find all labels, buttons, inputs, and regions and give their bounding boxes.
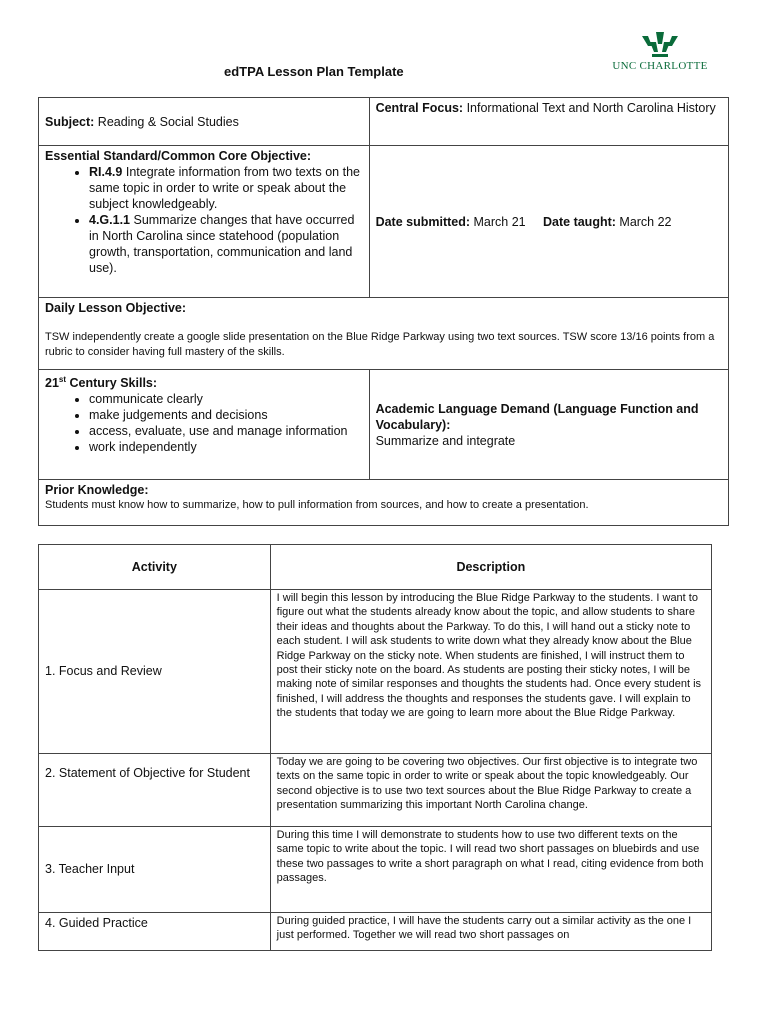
- column-header-activity: Activity: [39, 545, 271, 590]
- academic-language-value: Summarize and integrate: [375, 433, 516, 448]
- activity-description: During this time I will demonstrate to students how to use two different texts on the same topic to write about the topic. I will read two short passages on bluebirds and use these two passages to write a short paragraph on what I read, citing evidence from both passages.: [270, 827, 711, 913]
- subject-cell: [39, 98, 370, 146]
- list-item: • make judgements and decisions: [89, 407, 363, 423]
- standard-text: Integrate information from two texts on the same topic in order to write or speak about the subject knowledgeably.: [89, 165, 360, 211]
- standard-text: Summarize changes that have occurred in North Carolina since statehood (population growth, transportation, communication and land use).: [89, 213, 355, 275]
- list-item: [89, 164, 363, 212]
- skills-cell: [39, 370, 370, 480]
- unc-charlotte-logo: [605, 30, 715, 80]
- prior-knowledge-text: Students must know how to summarize, how to pull information from sources, and how to create a presentation.: [45, 499, 589, 511]
- standards-cell: [39, 146, 370, 298]
- prior-knowledge-cell: [39, 480, 729, 526]
- activity-description: Today we are going to be covering two objectives. Our first objective is to integrate two texts on the same topic in order to write or speak about the topic knowledgeably. Our second objective is to use two text sources about the Blue Ridge Parkway to create a presentation summarizing this important North Carolina change.: [270, 754, 711, 827]
- list-item: • access, evaluate, use and manage information: [89, 423, 363, 439]
- standards-label: Essential Standard/Common Core Objective:: [45, 149, 312, 163]
- list-item: [89, 212, 363, 276]
- daily-objective-label: Daily Lesson Objective:: [45, 301, 187, 315]
- crown-icon: [638, 30, 682, 60]
- standard-code: 4.G.1.1: [89, 213, 130, 227]
- subject-label: Subject:: [45, 114, 95, 129]
- activity-description: During guided practice, I will have the students carry out a similar activity as the one I just performed. Together we will read two short passages on: [270, 913, 711, 951]
- date-submitted-label: Date submitted:: [375, 214, 471, 229]
- lesson-info-table: [38, 97, 729, 526]
- activity-name: 3. Teacher Input: [39, 827, 271, 913]
- column-header-description: Description: [270, 545, 711, 590]
- standard-code: RI.4.9: [89, 165, 123, 179]
- academic-language-label: Academic Language Demand (Language Function and Vocabulary):: [375, 401, 699, 432]
- table-row: [39, 913, 712, 951]
- standards-list: [45, 164, 363, 276]
- daily-objective-text: TSW independently create a google slide presentation on the Blue Ridge Parkway using two text sources. TSW score 13/16 points from a rubric to consider having full mastery of the skills.: [45, 331, 715, 358]
- skills-list: [45, 391, 363, 455]
- date-taught-label: Date taught:: [543, 214, 616, 229]
- activity-name: 4. Guided Practice: [39, 913, 271, 951]
- skills-label: [45, 372, 363, 391]
- list-item: • work independently: [89, 439, 363, 455]
- activity-name: 2. Statement of Objective for Student: [39, 754, 271, 827]
- date-submitted-value: March 21: [473, 214, 526, 229]
- list-item: • communicate clearly: [89, 391, 363, 407]
- table-row: [39, 827, 712, 913]
- activity-name: 1. Focus and Review: [39, 590, 271, 754]
- prior-knowledge-label: Prior Knowledge:: [45, 483, 149, 497]
- academic-language-cell: [369, 370, 728, 480]
- central-focus-label: Central Focus:: [375, 101, 464, 115]
- date-taught-value: March 22: [619, 214, 672, 229]
- activity-table: [38, 544, 712, 951]
- central-focus-cell: [369, 98, 728, 146]
- central-focus-value: Informational Text and North Carolina History: [466, 101, 716, 115]
- skills-label-text: Century Skills:: [66, 376, 158, 391]
- skills-label-sup: st: [58, 375, 67, 384]
- logo-text: UNC CHARLOTTE: [612, 60, 708, 72]
- subject-value: Reading & Social Studies: [97, 114, 239, 129]
- activity-description: I will begin this lesson by introducing the Blue Ridge Parkway to the students. I want to figure out what the students already know about the topic, and allow students to share their ideas and thoughts about the Parkway. To do this, I will hand out a sticky note to each student. I will ask students to write down what they already know about the Blue Ridge Parkway on the sticky note. When students are finished, I will instruct them to post their sticky note on the board. As students are posting their sticky notes, I will be making note of similar responses and thoughts the students had. Once every student is finished, I will address the thoughts and responses the students gave. I will explain to the students that today we are going to learn more about the Blue Ridge Parkway.: [270, 590, 711, 754]
- table-row: [39, 590, 712, 754]
- skills-label-number: 21: [45, 376, 59, 391]
- page-title: edTPA Lesson Plan Template: [224, 64, 404, 79]
- daily-objective-cell: [39, 298, 729, 370]
- table-row: [39, 754, 712, 827]
- dates-cell: [369, 146, 728, 298]
